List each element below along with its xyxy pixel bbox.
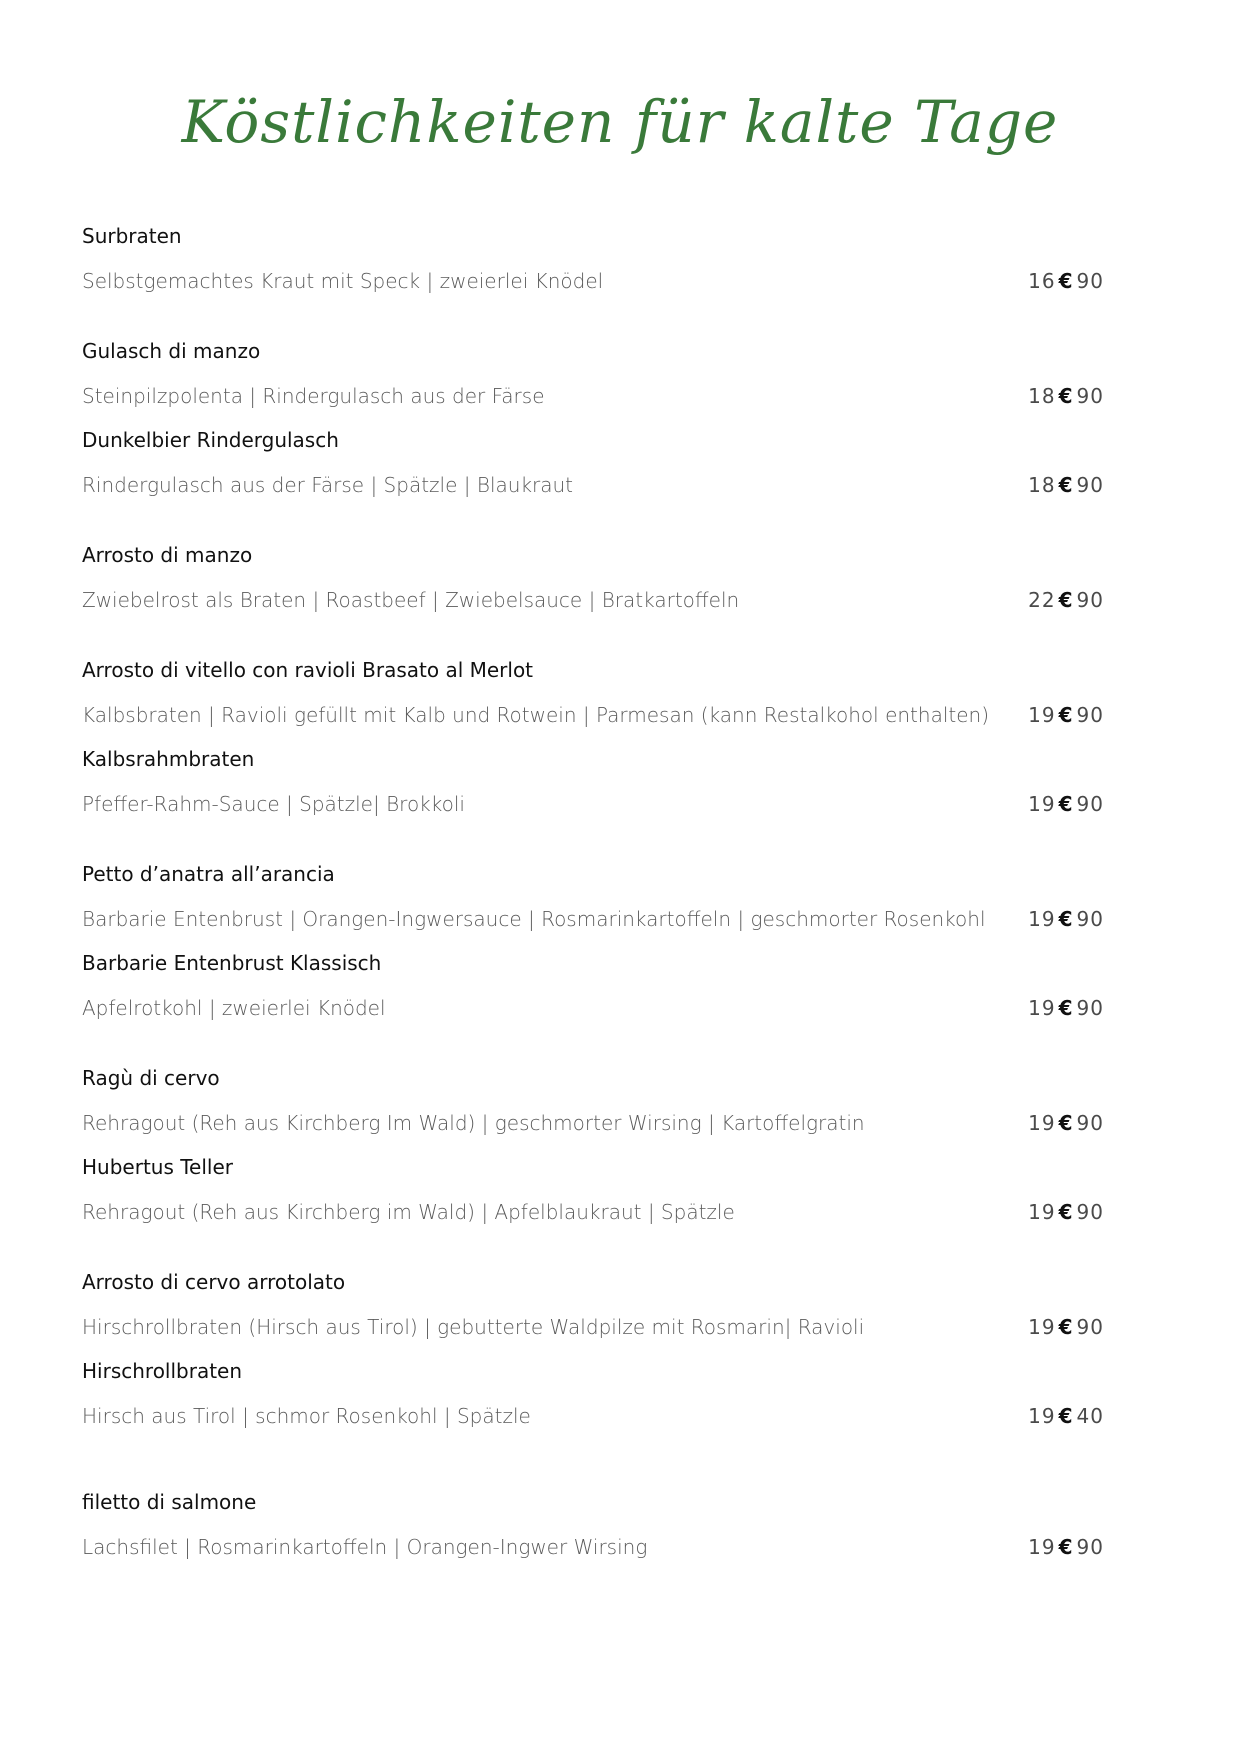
euro-symbol: €: [1058, 703, 1074, 727]
dish-name: Petto d’anatra all’arancia: [82, 862, 335, 886]
price-cents: 40: [1076, 1404, 1104, 1428]
dish-line: [82, 1198, 1104, 1226]
dish-description: Hirschrollbraten (Hirsch aus Tirol) | gebutterte Waldpilze mit Rosmarin| Ravioli: [82, 1315, 865, 1339]
dish-price: [1028, 1109, 1104, 1137]
price-main: 16: [1028, 269, 1056, 293]
dish-price: [1028, 905, 1104, 933]
price-cents: 90: [1076, 473, 1104, 497]
dish-item: [82, 426, 1104, 499]
dish-line: [82, 1533, 1104, 1561]
price-cents: 90: [1076, 384, 1104, 408]
dish-name: Barbarie Entenbrust Klassisch: [82, 951, 382, 975]
price-main: 19: [1028, 1404, 1056, 1428]
euro-symbol: €: [1058, 588, 1074, 612]
dish-item: [82, 222, 1104, 295]
price-cents: 90: [1076, 269, 1104, 293]
price-cents: 90: [1076, 1535, 1104, 1559]
price-cents: 90: [1076, 907, 1104, 931]
price-cents: 90: [1076, 996, 1104, 1020]
dish-description: Rehragout (Reh aus Kirchberg im Wald) | Apfelblaukraut | Spätzle: [82, 1200, 735, 1224]
dish-line: [82, 1313, 1104, 1341]
dish-item: [82, 541, 1104, 614]
price-main: 19: [1028, 996, 1056, 1020]
menu-title: Köstlichkeiten für kalte Tage: [181, 88, 1059, 156]
menu-list: [82, 222, 1104, 1577]
price-main: 19: [1028, 1315, 1056, 1339]
dish-description: Apfelrotkohl | zweierlei Knödel: [82, 996, 386, 1020]
price-main: 19: [1028, 1535, 1056, 1559]
price-main: 18: [1028, 473, 1056, 497]
dish-description: Rehragout (Reh aus Kirchberg Im Wald) | geschmorter Wirsing | Kartoffelgratin: [82, 1111, 865, 1135]
dish-item: [82, 1268, 1104, 1341]
dish-line: [82, 790, 1104, 818]
dish-description: Rindergulasch aus der Färse | Spätzle | Blaukraut: [82, 473, 574, 497]
dish-name: Arrosto di cervo arrotolato: [82, 1270, 346, 1294]
dish-price: [1028, 790, 1104, 818]
dish-line: [82, 905, 1104, 933]
dish-price: [1028, 586, 1104, 614]
dish-name: Dunkelbier Rindergulasch: [82, 428, 339, 452]
price-main: 18: [1028, 384, 1056, 408]
dish-item: [82, 656, 1104, 729]
dish-price: [1028, 471, 1104, 499]
dish-name: filetto di salmone: [82, 1490, 257, 1514]
dish-price: [1028, 701, 1104, 729]
price-main: 19: [1028, 703, 1056, 727]
euro-symbol: €: [1058, 269, 1074, 293]
euro-symbol: €: [1058, 1200, 1074, 1224]
price-cents: 90: [1076, 588, 1104, 612]
dish-price: [1028, 994, 1104, 1022]
dish-description: Hirsch aus Tirol | schmor Rosenkohl | Spätzle: [82, 1404, 531, 1428]
dish-description: Steinpilzpolenta | Rindergulasch aus der Färse: [82, 384, 545, 408]
dish-line: [82, 471, 1104, 499]
dish-name: Hirschrollbraten: [82, 1359, 243, 1383]
dish-description: Pfeffer-Rahm-Sauce | Spätzle| Brokkoli: [82, 792, 465, 816]
price-cents: 90: [1076, 1315, 1104, 1339]
dish-line: [82, 701, 1104, 729]
dish-item: [82, 745, 1104, 818]
dish-item: [82, 337, 1104, 410]
euro-symbol: €: [1058, 1111, 1074, 1135]
dish-item: [82, 1064, 1104, 1137]
euro-symbol: €: [1058, 907, 1074, 931]
dish-item: [82, 1488, 1104, 1561]
dish-name: Arrosto di vitello con ravioli Brasato al Merlot: [82, 658, 534, 682]
dish-line: [82, 586, 1104, 614]
dish-line: [82, 1109, 1104, 1137]
dish-line: [82, 382, 1104, 410]
dish-description: Zwiebelrost als Braten | Roastbeef | Zwiebelsauce | Bratkartoffeln: [82, 588, 740, 612]
dish-description: Barbarie Entenbrust | Orangen-Ingwersauce | Rosmarinkartoffeln | geschmorter Rosenkohl: [82, 907, 986, 931]
dish-name: Hubertus Teller: [82, 1155, 233, 1179]
dish-name: Kalbsrahmbraten: [82, 747, 255, 771]
price-main: 19: [1028, 1200, 1056, 1224]
dish-description: Lachsfilet | Rosmarinkartoffeln | Orangen-Ingwer Wirsing: [82, 1535, 648, 1559]
dish-name: Gulasch di manzo: [82, 339, 261, 363]
dish-price: [1028, 1533, 1104, 1561]
price-cents: 90: [1076, 792, 1104, 816]
dish-item: [82, 860, 1104, 933]
dish-price: [1028, 1313, 1104, 1341]
euro-symbol: €: [1058, 1404, 1074, 1428]
euro-symbol: €: [1058, 1535, 1074, 1559]
euro-symbol: €: [1058, 384, 1074, 408]
dish-item: [82, 1357, 1104, 1430]
dish-description: Selbstgemachtes Kraut mit Speck | zweierlei Knödel: [82, 269, 604, 293]
price-main: 19: [1028, 792, 1056, 816]
dish-name: Ragù di cervo: [82, 1066, 220, 1090]
dish-price: [1028, 382, 1104, 410]
dish-price: [1028, 1402, 1104, 1430]
euro-symbol: €: [1058, 996, 1074, 1020]
dish-price: [1028, 267, 1104, 295]
price-main: 19: [1028, 1111, 1056, 1135]
dish-name: Surbraten: [82, 224, 182, 248]
dish-name: Arrosto di manzo: [82, 543, 253, 567]
price-main: 22: [1028, 588, 1056, 612]
dish-line: [82, 994, 1104, 1022]
dish-item: [82, 949, 1104, 1022]
euro-symbol: €: [1058, 1315, 1074, 1339]
euro-symbol: €: [1058, 792, 1074, 816]
dish-price: [1028, 1198, 1104, 1226]
euro-symbol: €: [1058, 473, 1074, 497]
dish-line: [82, 267, 1104, 295]
dish-description: Kalbsbraten | Ravioli gefüllt mit Kalb und Rotwein | Parmesan (kann Restalkohol enthalten): [82, 703, 990, 727]
dish-line: [82, 1402, 1104, 1430]
price-cents: 90: [1076, 1111, 1104, 1135]
price-cents: 90: [1076, 1200, 1104, 1224]
price-cents: 90: [1076, 703, 1104, 727]
price-main: 19: [1028, 907, 1056, 931]
dish-item: [82, 1153, 1104, 1226]
